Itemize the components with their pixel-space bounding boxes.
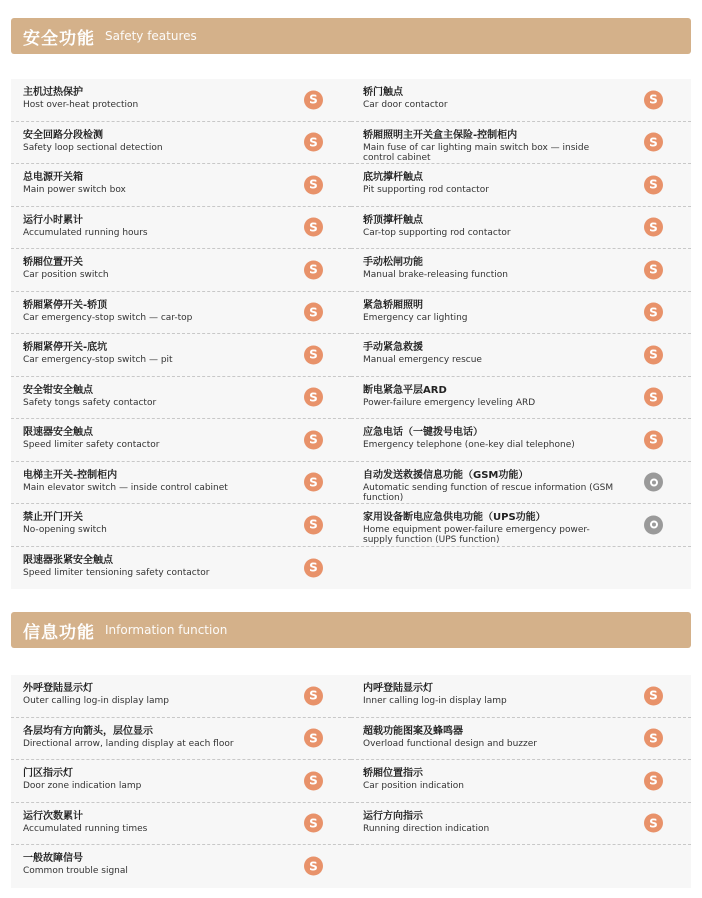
info-section-header: [11, 612, 691, 648]
feature-name-zh: 安全钳安全触点: [23, 384, 93, 396]
feature-name-en: Host over-heat protection: [23, 100, 139, 110]
feature-name-zh: 轿厢照明主开关盒主保险-控制柜内: [363, 129, 518, 141]
feature-item: [11, 249, 351, 292]
standard-icon: S: [644, 260, 663, 279]
feature-name-en: Power-failure emergency leveling ARD: [363, 397, 536, 408]
feature-name-zh: 各层均有方向箭头，层位显示: [23, 725, 153, 737]
feature-name-zh: 应急电话（一键拨号电话）: [363, 427, 483, 438]
feature-name-zh: 家用设备断电应急供电功能（UPS功能）: [363, 512, 546, 523]
feature-item: [11, 718, 351, 761]
feature-name-zh: 运行次数累计: [23, 810, 83, 822]
feature-name-en: Door zone indication lamp: [23, 781, 142, 791]
feature-name-en: Car-top supporting rod contactor: [363, 227, 511, 238]
feature-name-en: Automatic sending function of rescue information (GSM function): [363, 482, 614, 503]
feature-name-zh: 限速器张紧安全触点: [23, 554, 113, 566]
standard-icon: S: [304, 473, 323, 492]
section-title-zh: 信息功能: [23, 622, 95, 643]
feature-item: [11, 675, 351, 718]
feature-item: [11, 334, 351, 377]
standard-icon: S: [304, 260, 323, 279]
standard-icon: S: [644, 133, 663, 152]
feature-name-en: Outer calling log-in display lamp: [23, 696, 170, 706]
feature-item: [351, 419, 691, 462]
feature-name-zh: 禁止开门开关: [23, 512, 83, 523]
feature-name-zh: 运行小时累计: [23, 214, 83, 226]
feature-name-zh: 主机过热保护: [23, 87, 83, 98]
optional-icon: [644, 473, 663, 492]
feature-name-zh: 电梯主开关-控制柜内: [23, 469, 118, 481]
feature-item: [11, 547, 351, 590]
feature-name-zh: 断电紧急平层ARD: [363, 384, 447, 396]
feature-name-zh: 轿厢紧停开关-底坑: [23, 342, 108, 353]
feature-item: [11, 803, 351, 846]
feature-item: [351, 504, 691, 547]
optional-icon: [644, 515, 663, 534]
feature-item: [11, 79, 351, 122]
standard-icon: S: [304, 729, 323, 748]
feature-item: [351, 207, 691, 250]
feature-name-en: Main elevator switch — inside control cabinet: [23, 482, 228, 493]
standard-icon: S: [644, 430, 663, 449]
standard-icon: S: [304, 133, 323, 152]
feature-name-en: Safety loop sectional detection: [23, 142, 163, 153]
safety-section-header: [11, 18, 691, 54]
feature-item: [351, 803, 691, 846]
feature-name-en: Speed limiter tensioning safety contactor: [23, 567, 210, 578]
standard-icon: S: [304, 175, 323, 194]
feature-name-zh: 一般故障信号: [23, 853, 83, 864]
feature-item: [351, 164, 691, 207]
feature-name-en: Car position indication: [363, 781, 464, 791]
feature-name-zh: 限速器安全触点: [23, 427, 93, 438]
feature-name-en: Manual brake-releasing function: [363, 270, 508, 280]
standard-icon: S: [644, 686, 663, 705]
feature-item: [351, 122, 691, 165]
feature-name-en: Directional arrow, landing display at each floor: [23, 738, 234, 749]
feature-item: [11, 207, 351, 250]
standard-icon: S: [304, 771, 323, 790]
empty-cell: [351, 845, 691, 888]
feature-name-en: Emergency telephone (one-key dial telephone): [363, 440, 575, 450]
feature-item: [351, 462, 691, 505]
feature-name-en: No-opening switch: [23, 525, 107, 535]
feature-item: [11, 462, 351, 505]
standard-icon: S: [304, 814, 323, 833]
section-title-en: Information function: [105, 623, 228, 637]
feature-item: [351, 675, 691, 718]
feature-item: [11, 760, 351, 803]
feature-name-zh: 底坑撑杆触点: [363, 172, 423, 183]
standard-icon: S: [304, 857, 323, 876]
standard-icon: S: [304, 90, 323, 109]
standard-icon: S: [304, 345, 323, 364]
feature-name-zh: 总电源开关箱: [23, 172, 83, 183]
feature-name-zh: 轿厢紧停开关-轿顶: [23, 299, 108, 311]
feature-name-en: Main power switch box: [23, 185, 126, 195]
feature-name-en: Car emergency-stop switch — car-top: [23, 312, 193, 323]
feature-name-en: Pit supporting rod contactor: [363, 185, 489, 195]
feature-item: [351, 760, 691, 803]
feature-name-zh: 安全回路分段检测: [23, 129, 103, 141]
standard-icon: S: [644, 729, 663, 748]
feature-item: [351, 79, 691, 122]
feature-item: [11, 504, 351, 547]
feature-name-en: Common trouble signal: [23, 866, 128, 876]
standard-icon: S: [644, 175, 663, 194]
feature-name-zh: 手动紧急救援: [363, 342, 423, 353]
feature-name-en: Main fuse of car lighting main switch box — inside control cabinet: [363, 142, 590, 163]
standard-icon: S: [644, 303, 663, 322]
feature-name-zh: 轿厢位置开关: [23, 257, 83, 268]
feature-name-zh: 门区指示灯: [23, 768, 73, 779]
feature-name-zh: 紧急轿厢照明: [363, 299, 423, 311]
feature-item: [351, 249, 691, 292]
feature-item: [11, 122, 351, 165]
feature-item: [351, 334, 691, 377]
feature-item: [351, 292, 691, 335]
standard-icon: S: [644, 218, 663, 237]
feature-name-en: Speed limiter safety contactor: [23, 440, 160, 450]
standard-icon: S: [644, 771, 663, 790]
feature-name-en: Car position switch: [23, 270, 109, 280]
feature-name-en: Accumulated running hours: [23, 227, 148, 238]
section-title-en: Safety features: [105, 29, 197, 43]
feature-item: [11, 377, 351, 420]
feature-item: [11, 164, 351, 207]
standard-icon: S: [644, 345, 663, 364]
feature-name-zh: 运行方向指示: [363, 810, 423, 822]
standard-icon: S: [304, 686, 323, 705]
feature-item: [11, 292, 351, 335]
standard-icon: S: [304, 303, 323, 322]
feature-name-zh: 轿顶撑杆触点: [363, 214, 423, 226]
empty-cell: [351, 547, 691, 590]
feature-name-en: Running direction indication: [363, 823, 490, 834]
feature-name-zh: 自动发送救援信息功能（GSM功能）: [363, 469, 529, 481]
standard-icon: S: [304, 430, 323, 449]
feature-name-en: Overload functional design and buzzer: [363, 738, 537, 749]
standard-icon: S: [304, 218, 323, 237]
feature-name-zh: 外呼登陆显示灯: [23, 683, 93, 694]
info-function-table: [11, 675, 691, 888]
standard-icon: S: [644, 388, 663, 407]
feature-name-zh: 内呼登陆显示灯: [363, 683, 433, 694]
feature-name-en: Manual emergency rescue: [363, 355, 482, 365]
feature-item: [351, 377, 691, 420]
standard-icon: S: [644, 90, 663, 109]
feature-name-en: Accumulated running times: [23, 823, 148, 834]
feature-name-zh: 超载功能图案及蜂鸣器: [363, 725, 463, 737]
feature-name-zh: 轿门触点: [363, 87, 403, 98]
safety-feature-table: [11, 79, 691, 589]
standard-icon: S: [304, 388, 323, 407]
feature-name-en: Inner calling log-in display lamp: [363, 696, 507, 706]
standard-icon: S: [304, 515, 323, 534]
feature-name-zh: 轿厢位置指示: [363, 768, 423, 779]
feature-item: [11, 845, 351, 888]
feature-name-en: Home equipment power-failure emergency power-supply function (UPS function): [363, 525, 590, 545]
feature-name-en: Safety tongs safety contactor: [23, 397, 157, 408]
section-title-zh: 安全功能: [23, 28, 95, 49]
feature-name-zh: 手动松闸功能: [363, 257, 423, 268]
standard-icon: S: [644, 814, 663, 833]
feature-name-en: Emergency car lighting: [363, 312, 468, 323]
standard-icon: S: [304, 558, 323, 577]
feature-name-en: Car door contactor: [363, 100, 448, 110]
feature-item: [351, 718, 691, 761]
feature-item: [11, 419, 351, 462]
feature-name-en: Car emergency-stop switch — pit: [23, 355, 173, 365]
